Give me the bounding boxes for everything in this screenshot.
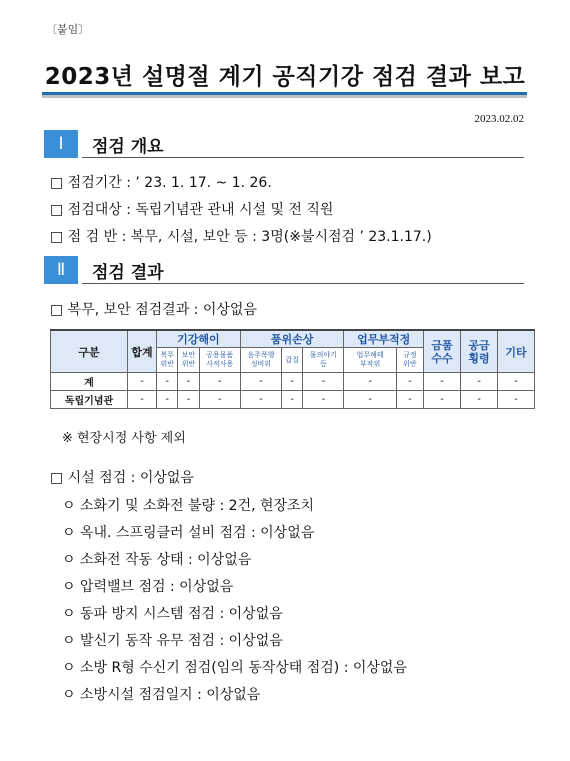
facility-item: ㅇ 소화전 작동 상태 : 이상없음 [62,552,252,568]
section-1-number: Ⅰ [44,130,78,158]
table-cell: - [424,391,461,409]
section-2-title: 점검 결과 [92,263,164,283]
facility-item: ㅇ 옥내. 스프링클러 설비 점검 : 이상없음 [62,525,315,541]
title-underline-shadow [42,95,527,98]
table-cell: - [461,373,498,391]
facility-item: ㅇ 소방시설 점검일지 : 이상없음 [62,687,261,703]
header-total: 합계 [128,330,157,373]
subheader-regulation: 규정 위반 [396,348,423,373]
subheader-attendance: 복무 위반 [157,348,178,373]
page-title: 2023년 설명절 계기 공직기강 점검 결과 보고 [44,64,526,90]
facility-item: ㅇ 동파 방지 시스템 점검 : 이상없음 [62,606,283,622]
table-cell: - [344,373,396,391]
overview-period: □ 점검기간 : ’ 23. 1. 17. ~ 1. 26. [50,175,272,191]
facility-item: ㅇ 발신기 동작 유무 점검 : 이상없음 [62,633,283,649]
row-label: 계 [51,373,128,391]
section-1-divider [82,157,524,158]
header-money: 금품 수수 [424,330,461,373]
attachment-label: 〔붙임〕 [46,23,90,36]
overview-target: □ 점검대상 : 독립기념관 관내 시설 및 전 직원 [50,202,334,218]
table-cell: - [178,373,199,391]
header-embezzle: 공금 횡령 [461,330,498,373]
subheader-negligence: 업무해태 부작위 [344,348,396,373]
facility-item: ㅇ 압력밸브 점검 : 이상없음 [62,579,234,595]
table-cell: - [199,391,240,409]
table-cell: - [281,373,302,391]
facility-check: □ 시설 점검 : 이상없음 [50,470,194,486]
table-cell: - [157,373,178,391]
table-note: ※ 현장시정 사항 제외 [62,431,186,446]
row-label: 독립기념관 [51,391,128,409]
header-gubun: 구분 [51,330,128,373]
subheader-public-goods: 공용물품 사적사용 [199,348,240,373]
subheader-controversy: 물의야기 등 [303,348,344,373]
subheader-drunk-assault: 음주폭행 성비위 [240,348,281,373]
header-group-discipline: 기강해이 [157,330,241,348]
table-cell: - [157,391,178,409]
table-cell: - [424,373,461,391]
section-2-divider [82,283,524,284]
header-group-dignity: 품위손상 [240,330,344,348]
section-1-title: 점검 개요 [92,137,164,157]
table-cell: - [128,391,157,409]
section-1-header [44,130,524,158]
table-cell: - [303,373,344,391]
table-cell: - [396,391,423,409]
subheader-security: 보안 위반 [178,348,199,373]
subheader-gapjil: 갑질 [281,348,302,373]
overview-team: □ 점 검 반 : 복무, 시설, 보안 등 : 3명(※불시점검 ’ 23.1.17.) [50,229,432,245]
table-cell: - [396,373,423,391]
table-cell: - [461,391,498,409]
header-etc: 기타 [498,330,535,373]
header-group-duty: 업무부적정 [344,330,424,348]
table-cell: - [281,391,302,409]
table-cell: - [178,391,199,409]
table-cell: - [128,373,157,391]
table-cell: - [240,391,281,409]
section-2-number: Ⅱ [44,256,78,284]
facility-item: ㅇ 소화기 및 소화전 불량 : 2건, 현장조치 [62,498,315,514]
table-cell: - [344,391,396,409]
facility-item: ㅇ 소방 R형 수신기 점검(임의 동작상태 점검) : 이상없음 [62,660,407,676]
table-cell: - [498,373,535,391]
table-row-total [51,373,535,391]
section-2-header [44,256,524,284]
result-table [50,329,535,409]
table-row-independence-hall [51,391,535,409]
table-cell: - [199,373,240,391]
table-cell: - [240,373,281,391]
table-cell: - [303,391,344,409]
report-date: 2023.02.02 [474,113,524,125]
result-intro: □ 복무, 보안 점검결과 : 이상없음 [50,302,257,318]
table-cell: - [498,391,535,409]
